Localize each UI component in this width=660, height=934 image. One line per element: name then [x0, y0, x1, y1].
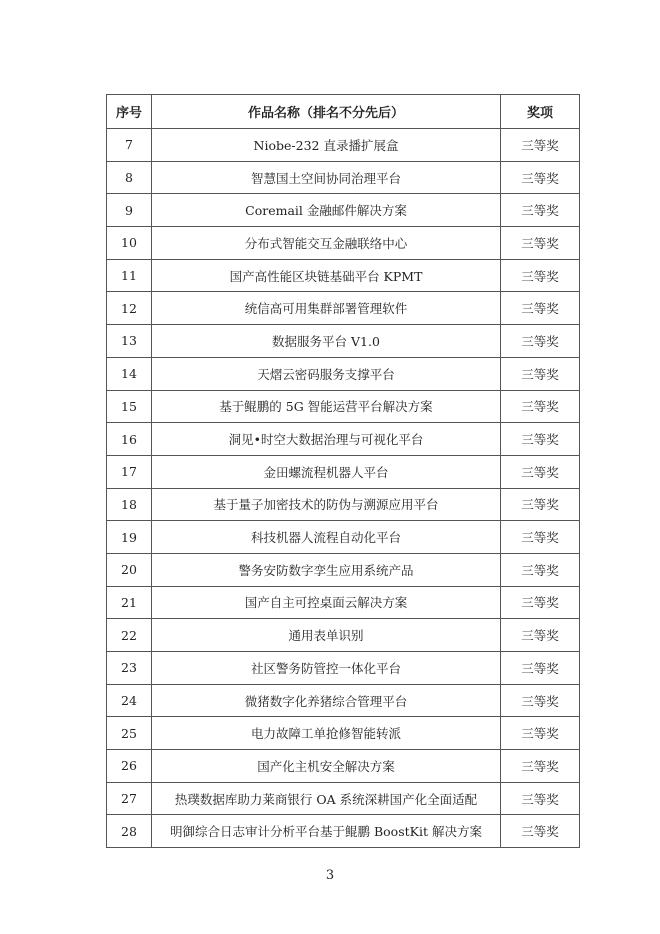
row-award: 三等奖: [501, 782, 580, 815]
row-award: 三等奖: [501, 750, 580, 783]
table-row: [107, 521, 580, 554]
table-row: [107, 455, 580, 488]
row-award: 三等奖: [501, 488, 580, 521]
row-award: 三等奖: [501, 129, 580, 162]
table-row: [107, 194, 580, 227]
row-award: 三等奖: [501, 455, 580, 488]
row-award: 三等奖: [501, 815, 580, 848]
row-award: 三等奖: [501, 390, 580, 423]
row-award: 三等奖: [501, 357, 580, 390]
row-work-name: 统信高可用集群部署管理软件: [152, 292, 501, 325]
table-row: [107, 488, 580, 521]
table-row: [107, 553, 580, 586]
row-work-name: 金田螺流程机器人平台: [152, 455, 501, 488]
table-row: [107, 325, 580, 358]
row-serial-number: 20: [107, 553, 152, 586]
row-serial-number: 9: [107, 194, 152, 227]
table-row: [107, 227, 580, 260]
table-row: [107, 129, 580, 162]
table-row: [107, 750, 580, 783]
row-work-name: 基于鲲鹏的 5G 智能运营平台解决方案: [152, 390, 501, 423]
row-serial-number: 17: [107, 455, 152, 488]
row-work-name: 明御综合日志审计分析平台基于鲲鹏 BoostKit 解决方案: [152, 815, 501, 848]
row-work-name: 智慧国土空间协同治理平台: [152, 161, 501, 194]
row-work-name: 国产自主可控桌面云解决方案: [152, 586, 501, 619]
row-serial-number: 26: [107, 750, 152, 783]
row-work-name: 电力故障工单抢修智能转派: [152, 717, 501, 750]
row-work-name: 警务安防数字孪生应用系统产品: [152, 553, 501, 586]
row-work-name: Coremail 金融邮件解决方案: [152, 194, 501, 227]
page-number: 3: [325, 868, 335, 883]
row-award: 三等奖: [501, 259, 580, 292]
table-row: [107, 161, 580, 194]
row-serial-number: 8: [107, 161, 152, 194]
row-work-name: 科技机器人流程自动化平台: [152, 521, 501, 554]
row-work-name: 天熠云密码服务支撑平台: [152, 357, 501, 390]
table-row: [107, 684, 580, 717]
row-serial-number: 28: [107, 815, 152, 848]
row-work-name: 国产高性能区块链基础平台 KPMT: [152, 259, 501, 292]
table-row: [107, 782, 580, 815]
row-award: 三等奖: [501, 194, 580, 227]
row-award: 三等奖: [501, 423, 580, 456]
row-award: 三等奖: [501, 325, 580, 358]
row-serial-number: 11: [107, 259, 152, 292]
row-serial-number: 25: [107, 717, 152, 750]
row-award: 三等奖: [501, 717, 580, 750]
row-award: 三等奖: [501, 652, 580, 685]
table-row: [107, 586, 580, 619]
row-award: 三等奖: [501, 292, 580, 325]
header-work-name: 作品名称（排名不分先后）: [152, 95, 501, 129]
table-row: [107, 357, 580, 390]
table-header-row: [107, 95, 580, 129]
row-serial-number: 12: [107, 292, 152, 325]
row-serial-number: 18: [107, 488, 152, 521]
row-work-name: 社区警务防管控一体化平台: [152, 652, 501, 685]
row-award: 三等奖: [501, 227, 580, 260]
row-work-name: 国产化主机安全解决方案: [152, 750, 501, 783]
row-award: 三等奖: [501, 521, 580, 554]
header-award: 奖项: [501, 95, 580, 129]
row-work-name: 热璞数据库助力莱商银行 OA 系统深耕国产化全面适配: [152, 782, 501, 815]
row-serial-number: 7: [107, 129, 152, 162]
row-serial-number: 10: [107, 227, 152, 260]
row-serial-number: 22: [107, 619, 152, 652]
row-serial-number: 19: [107, 521, 152, 554]
table-row: [107, 815, 580, 848]
table-row: [107, 259, 580, 292]
row-work-name: Niobe-232 直录播扩展盒: [152, 129, 501, 162]
row-award: 三等奖: [501, 161, 580, 194]
header-serial-number: 序号: [107, 95, 152, 129]
row-serial-number: 24: [107, 684, 152, 717]
row-award: 三等奖: [501, 586, 580, 619]
row-serial-number: 16: [107, 423, 152, 456]
row-award: 三等奖: [501, 553, 580, 586]
table-row: [107, 652, 580, 685]
row-serial-number: 14: [107, 357, 152, 390]
awards-table: [106, 94, 580, 848]
row-serial-number: 27: [107, 782, 152, 815]
table-row: [107, 390, 580, 423]
row-award: 三等奖: [501, 619, 580, 652]
row-award: 三等奖: [501, 684, 580, 717]
table-row: [107, 292, 580, 325]
row-serial-number: 15: [107, 390, 152, 423]
table-row: [107, 717, 580, 750]
table-row: [107, 619, 580, 652]
row-work-name: 微猪数字化养猪综合管理平台: [152, 684, 501, 717]
row-work-name: 洞见•时空大数据治理与可视化平台: [152, 423, 501, 456]
row-serial-number: 13: [107, 325, 152, 358]
row-serial-number: 23: [107, 652, 152, 685]
table-row: [107, 423, 580, 456]
row-work-name: 分布式智能交互金融联络中心: [152, 227, 501, 260]
row-work-name: 数据服务平台 V1.0: [152, 325, 501, 358]
row-serial-number: 21: [107, 586, 152, 619]
row-work-name: 基于量子加密技术的防伪与溯源应用平台: [152, 488, 501, 521]
row-work-name: 通用表单识别: [152, 619, 501, 652]
